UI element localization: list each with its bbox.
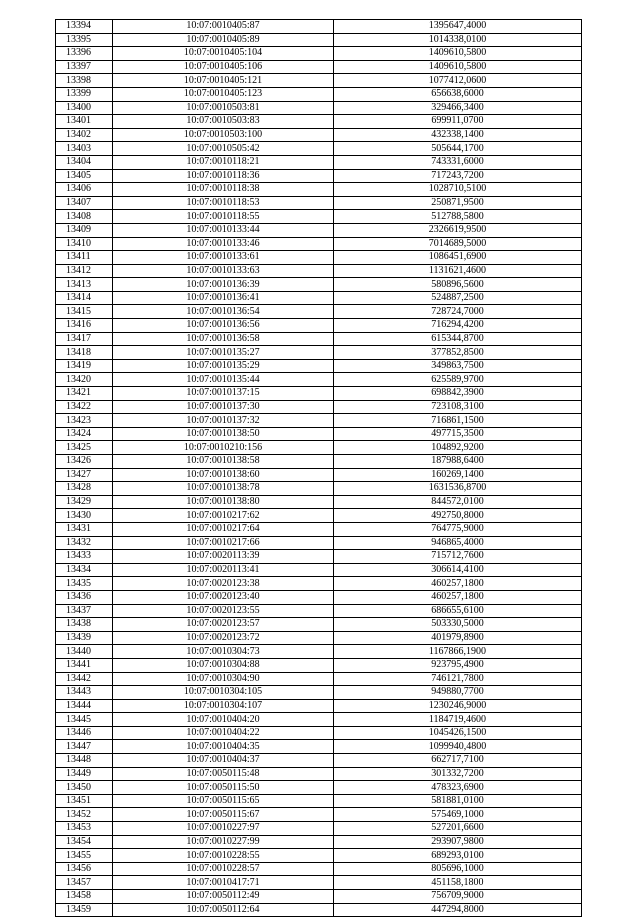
- cadastral-value-cell: 686655,6100: [334, 604, 582, 618]
- row-number-cell: 13424: [56, 427, 113, 441]
- cadastral-number-cell: 10:07:0010136:41: [113, 291, 334, 305]
- cadastral-number-cell: 10:07:0010118:38: [113, 183, 334, 197]
- row-number-cell: 13417: [56, 332, 113, 346]
- cadastral-number-cell: 10:07:0010138:58: [113, 455, 334, 469]
- table-row: [56, 509, 582, 523]
- cadastral-number-cell: 10:07:0010135:27: [113, 346, 334, 360]
- row-number-cell: 13420: [56, 373, 113, 387]
- cadastral-value-cell: 1395647,4000: [334, 20, 582, 34]
- cadastral-number-cell: 10:07:0010405:89: [113, 33, 334, 47]
- table-row: [56, 223, 582, 237]
- table-row: [56, 903, 582, 917]
- cadastral-value-cell: 293907,9800: [334, 835, 582, 849]
- cadastral-number-cell: 10:07:0010138:78: [113, 482, 334, 496]
- cadastral-value-cell: 1167866,1900: [334, 645, 582, 659]
- row-number-cell: 13418: [56, 346, 113, 360]
- row-number-cell: 13428: [56, 482, 113, 496]
- cadastral-value-cell: 301332,7200: [334, 767, 582, 781]
- cadastral-value-cell: 575469,1000: [334, 808, 582, 822]
- table-row: [56, 808, 582, 822]
- cadastral-number-cell: 10:07:0050112:64: [113, 903, 334, 917]
- row-number-cell: 13431: [56, 522, 113, 536]
- cadastral-number-cell: 10:07:0010227:97: [113, 822, 334, 836]
- row-number-cell: 13432: [56, 536, 113, 550]
- cadastral-number-cell: 10:07:0010217:64: [113, 522, 334, 536]
- table-row: [56, 890, 582, 904]
- cadastral-number-cell: 10:07:0010133:63: [113, 264, 334, 278]
- cadastral-number-cell: 10:07:0010118:21: [113, 155, 334, 169]
- row-number-cell: 13430: [56, 509, 113, 523]
- cadastral-number-cell: 10:07:0010118:55: [113, 210, 334, 224]
- cadastral-number-cell: 10:07:0010133:46: [113, 237, 334, 251]
- table-row: [56, 876, 582, 890]
- cadastral-value-cell: 250871,9500: [334, 196, 582, 210]
- cadastral-value-cell: 306614,4100: [334, 563, 582, 577]
- cadastral-value-cell: 1409610,5800: [334, 47, 582, 61]
- table-row: [56, 400, 582, 414]
- row-number-cell: 13415: [56, 305, 113, 319]
- cadastral-number-cell: 10:07:0010304:73: [113, 645, 334, 659]
- table-row: [56, 101, 582, 115]
- cadastral-number-cell: 10:07:0010118:53: [113, 196, 334, 210]
- table-body: [56, 20, 582, 917]
- row-number-cell: 13411: [56, 251, 113, 265]
- table-row: [56, 563, 582, 577]
- row-number-cell: 13407: [56, 196, 113, 210]
- cadastral-number-cell: 10:07:0010505:42: [113, 142, 334, 156]
- row-number-cell: 13454: [56, 835, 113, 849]
- table-row: [56, 87, 582, 101]
- cadastral-value-cell: 715712,7600: [334, 550, 582, 564]
- cadastral-value-cell: 7014689,5000: [334, 237, 582, 251]
- row-number-cell: 13433: [56, 550, 113, 564]
- row-number-cell: 13395: [56, 33, 113, 47]
- cadastral-number-cell: 10:07:0010138:80: [113, 495, 334, 509]
- row-number-cell: 13426: [56, 455, 113, 469]
- row-number-cell: 13444: [56, 699, 113, 713]
- table-row: [56, 767, 582, 781]
- table-row: [56, 155, 582, 169]
- cadastral-number-cell: 10:07:0010137:15: [113, 387, 334, 401]
- table-row: [56, 210, 582, 224]
- cadastral-value-cell: 580896,5600: [334, 278, 582, 292]
- cadastral-value-cell: 524887,2500: [334, 291, 582, 305]
- cadastral-number-cell: 10:07:0020123:38: [113, 577, 334, 591]
- cadastral-value-cell: 451158,1800: [334, 876, 582, 890]
- table-row: [56, 305, 582, 319]
- row-number-cell: 13456: [56, 862, 113, 876]
- cadastral-number-cell: 10:07:0020113:39: [113, 550, 334, 564]
- table-row: [56, 522, 582, 536]
- row-number-cell: 13397: [56, 60, 113, 74]
- cadastral-value-cell: 447294,8000: [334, 903, 582, 917]
- row-number-cell: 13427: [56, 468, 113, 482]
- cadastral-number-cell: 10:07:0010404:35: [113, 740, 334, 754]
- cadastral-value-cell: 615344,8700: [334, 332, 582, 346]
- cadastral-number-cell: 10:07:0010138:50: [113, 427, 334, 441]
- table-row: [56, 699, 582, 713]
- row-number-cell: 13423: [56, 414, 113, 428]
- cadastral-value-cell: 764775,9000: [334, 522, 582, 536]
- cadastral-value-cell: 1077412,0600: [334, 74, 582, 88]
- cadastral-value-cell: 689293,0100: [334, 849, 582, 863]
- cadastral-value-cell: 478323,6900: [334, 781, 582, 795]
- row-number-cell: 13458: [56, 890, 113, 904]
- cadastral-number-cell: 10:07:0010217:62: [113, 509, 334, 523]
- table-row: [56, 74, 582, 88]
- table-row: [56, 482, 582, 496]
- table-row: [56, 781, 582, 795]
- cadastral-value-cell: 698842,3900: [334, 387, 582, 401]
- cadastral-value-cell: 104892,9200: [334, 441, 582, 455]
- table-row: [56, 645, 582, 659]
- row-number-cell: 13453: [56, 822, 113, 836]
- table-row: [56, 590, 582, 604]
- cadastral-value-cell: 187988,6400: [334, 455, 582, 469]
- cadastral-number-cell: 10:07:0010217:66: [113, 536, 334, 550]
- row-number-cell: 13450: [56, 781, 113, 795]
- row-number-cell: 13448: [56, 754, 113, 768]
- cadastral-value-cell: 717243,7200: [334, 169, 582, 183]
- cadastral-value-cell: 625589,9700: [334, 373, 582, 387]
- cadastral-value-cell: 329466,3400: [334, 101, 582, 115]
- cadastral-number-cell: 10:07:0010228:55: [113, 849, 334, 863]
- row-number-cell: 13434: [56, 563, 113, 577]
- cadastral-value-cell: 505644,1700: [334, 142, 582, 156]
- table-row: [56, 550, 582, 564]
- cadastral-value-cell: 923795,4900: [334, 658, 582, 672]
- cadastral-number-cell: 10:07:0010136:58: [113, 332, 334, 346]
- table-row: [56, 849, 582, 863]
- row-number-cell: 13410: [56, 237, 113, 251]
- row-number-cell: 13437: [56, 604, 113, 618]
- cadastral-number-cell: 10:07:0010133:61: [113, 251, 334, 265]
- cadastral-value-cell: 1230246,9000: [334, 699, 582, 713]
- table-row: [56, 862, 582, 876]
- table-row: [56, 754, 582, 768]
- table-row: [56, 713, 582, 727]
- row-number-cell: 13440: [56, 645, 113, 659]
- cadastral-value-cell: 723108,3100: [334, 400, 582, 414]
- cadastral-number-cell: 10:07:0010136:39: [113, 278, 334, 292]
- row-number-cell: 13445: [56, 713, 113, 727]
- table-row: [56, 387, 582, 401]
- table-row: [56, 20, 582, 34]
- cadastral-number-cell: 10:07:0010118:36: [113, 169, 334, 183]
- cadastral-number-cell: 10:07:0010136:56: [113, 319, 334, 333]
- table-row: [56, 251, 582, 265]
- cadastral-value-cell: 1184719,4600: [334, 713, 582, 727]
- row-number-cell: 13413: [56, 278, 113, 292]
- cadastral-number-cell: 10:07:0050115:65: [113, 794, 334, 808]
- table-row: [56, 60, 582, 74]
- table-row: [56, 196, 582, 210]
- cadastral-value-cell: 662717,7100: [334, 754, 582, 768]
- table-row: [56, 835, 582, 849]
- cadastral-value-cell: 1028710,5100: [334, 183, 582, 197]
- row-number-cell: 13416: [56, 319, 113, 333]
- cadastral-value-table: [55, 19, 582, 917]
- row-number-cell: 13435: [56, 577, 113, 591]
- cadastral-value-cell: 1409610,5800: [334, 60, 582, 74]
- row-number-cell: 13438: [56, 618, 113, 632]
- cadastral-value-cell: 1631536,8700: [334, 482, 582, 496]
- cadastral-number-cell: 10:07:0010304:88: [113, 658, 334, 672]
- table-row: [56, 359, 582, 373]
- cadastral-number-cell: 10:07:0010135:29: [113, 359, 334, 373]
- row-number-cell: 13449: [56, 767, 113, 781]
- table-row: [56, 822, 582, 836]
- cadastral-number-cell: 10:07:0010404:37: [113, 754, 334, 768]
- row-number-cell: 13422: [56, 400, 113, 414]
- cadastral-number-cell: 10:07:0050112:49: [113, 890, 334, 904]
- table-row: [56, 658, 582, 672]
- row-number-cell: 13398: [56, 74, 113, 88]
- cadastral-value-cell: 1131621,4600: [334, 264, 582, 278]
- table-row: [56, 264, 582, 278]
- cadastral-number-cell: 10:07:0010503:83: [113, 115, 334, 129]
- cadastral-number-cell: 10:07:0010503:81: [113, 101, 334, 115]
- table-row: [56, 128, 582, 142]
- table-row: [56, 115, 582, 129]
- row-number-cell: 13429: [56, 495, 113, 509]
- table-row: [56, 577, 582, 591]
- row-number-cell: 13419: [56, 359, 113, 373]
- table-row: [56, 142, 582, 156]
- table-row: [56, 278, 582, 292]
- cadastral-number-cell: 10:07:0010405:121: [113, 74, 334, 88]
- row-number-cell: 13457: [56, 876, 113, 890]
- cadastral-number-cell: 10:07:0010405:87: [113, 20, 334, 34]
- table-row: [56, 332, 582, 346]
- row-number-cell: 13402: [56, 128, 113, 142]
- table-row: [56, 441, 582, 455]
- row-number-cell: 13442: [56, 672, 113, 686]
- cadastral-value-cell: 497715,3500: [334, 427, 582, 441]
- row-number-cell: 13401: [56, 115, 113, 129]
- row-number-cell: 13405: [56, 169, 113, 183]
- cadastral-number-cell: 10:07:0020123:72: [113, 631, 334, 645]
- row-number-cell: 13425: [56, 441, 113, 455]
- cadastral-value-cell: 743331,6000: [334, 155, 582, 169]
- table-row: [56, 794, 582, 808]
- table-row: [56, 536, 582, 550]
- cadastral-number-cell: 10:07:0010227:99: [113, 835, 334, 849]
- cadastral-number-cell: 10:07:0010136:54: [113, 305, 334, 319]
- cadastral-number-cell: 10:07:0050115:50: [113, 781, 334, 795]
- row-number-cell: 13396: [56, 47, 113, 61]
- row-number-cell: 13421: [56, 387, 113, 401]
- row-number-cell: 13447: [56, 740, 113, 754]
- cadastral-number-cell: 10:07:0020113:41: [113, 563, 334, 577]
- row-number-cell: 13399: [56, 87, 113, 101]
- row-number-cell: 13441: [56, 658, 113, 672]
- row-number-cell: 13443: [56, 686, 113, 700]
- cadastral-value-cell: 460257,1800: [334, 590, 582, 604]
- cadastral-value-cell: 160269,1400: [334, 468, 582, 482]
- table-row: [56, 47, 582, 61]
- cadastral-value-cell: 1086451,6900: [334, 251, 582, 265]
- cadastral-value-cell: 756709,9000: [334, 890, 582, 904]
- row-number-cell: 13403: [56, 142, 113, 156]
- cadastral-number-cell: 10:07:0010304:105: [113, 686, 334, 700]
- cadastral-value-cell: 728724,7000: [334, 305, 582, 319]
- table-row: [56, 319, 582, 333]
- row-number-cell: 13394: [56, 20, 113, 34]
- row-number-cell: 13412: [56, 264, 113, 278]
- cadastral-number-cell: 10:07:0050115:48: [113, 767, 334, 781]
- cadastral-number-cell: 10:07:0020123:55: [113, 604, 334, 618]
- row-number-cell: 13451: [56, 794, 113, 808]
- row-number-cell: 13452: [56, 808, 113, 822]
- row-number-cell: 13409: [56, 223, 113, 237]
- cadastral-number-cell: 10:07:0010138:60: [113, 468, 334, 482]
- row-number-cell: 13446: [56, 726, 113, 740]
- cadastral-number-cell: 10:07:0020123:40: [113, 590, 334, 604]
- cadastral-number-cell: 10:07:0010404:22: [113, 726, 334, 740]
- cadastral-number-cell: 10:07:0010133:44: [113, 223, 334, 237]
- cadastral-value-cell: 699911,0700: [334, 115, 582, 129]
- table-row: [56, 346, 582, 360]
- row-number-cell: 13404: [56, 155, 113, 169]
- table-row: [56, 468, 582, 482]
- table-row: [56, 169, 582, 183]
- cadastral-value-cell: 805696,1000: [334, 862, 582, 876]
- cadastral-value-cell: 716861,1500: [334, 414, 582, 428]
- cadastral-number-cell: 10:07:0010503:100: [113, 128, 334, 142]
- cadastral-number-cell: 10:07:0010304:107: [113, 699, 334, 713]
- cadastral-value-cell: 377852,8500: [334, 346, 582, 360]
- cadastral-value-cell: 949880,7700: [334, 686, 582, 700]
- cadastral-value-cell: 581881,0100: [334, 794, 582, 808]
- table-row: [56, 237, 582, 251]
- cadastral-number-cell: 10:07:0010228:57: [113, 862, 334, 876]
- cadastral-value-cell: 349863,7500: [334, 359, 582, 373]
- cadastral-value-cell: 656638,6000: [334, 87, 582, 101]
- cadastral-value-cell: 527201,6600: [334, 822, 582, 836]
- table-row: [56, 740, 582, 754]
- cadastral-number-cell: 10:07:0010405:104: [113, 47, 334, 61]
- table-row: [56, 455, 582, 469]
- row-number-cell: 13400: [56, 101, 113, 115]
- cadastral-value-cell: 432338,1400: [334, 128, 582, 142]
- table-row: [56, 686, 582, 700]
- table-row: [56, 427, 582, 441]
- table-row: [56, 618, 582, 632]
- table-row: [56, 726, 582, 740]
- cadastral-number-cell: 10:07:0050115:67: [113, 808, 334, 822]
- cadastral-number-cell: 10:07:0010404:20: [113, 713, 334, 727]
- row-number-cell: 13406: [56, 183, 113, 197]
- cadastral-number-cell: 10:07:0010417:71: [113, 876, 334, 890]
- row-number-cell: 13414: [56, 291, 113, 305]
- table-row: [56, 183, 582, 197]
- cadastral-number-cell: 10:07:0010304:90: [113, 672, 334, 686]
- table-row: [56, 495, 582, 509]
- table-row: [56, 414, 582, 428]
- table-row: [56, 33, 582, 47]
- cadastral-value-cell: 844572,0100: [334, 495, 582, 509]
- cadastral-number-cell: 10:07:0010137:30: [113, 400, 334, 414]
- row-number-cell: 13436: [56, 590, 113, 604]
- row-number-cell: 13439: [56, 631, 113, 645]
- cadastral-value-cell: 1045426,1500: [334, 726, 582, 740]
- cadastral-value-cell: 946865,4000: [334, 536, 582, 550]
- cadastral-number-cell: 10:07:0010405:123: [113, 87, 334, 101]
- cadastral-value-cell: 2326619,9500: [334, 223, 582, 237]
- cadastral-value-cell: 1099940,4800: [334, 740, 582, 754]
- table-row: [56, 672, 582, 686]
- cadastral-value-cell: 460257,1800: [334, 577, 582, 591]
- cadastral-number-cell: 10:07:0010210:156: [113, 441, 334, 455]
- row-number-cell: 13408: [56, 210, 113, 224]
- cadastral-number-cell: 10:07:0020123:57: [113, 618, 334, 632]
- cadastral-value-cell: 512788,5800: [334, 210, 582, 224]
- cadastral-value-cell: 503330,5000: [334, 618, 582, 632]
- row-number-cell: 13459: [56, 903, 113, 917]
- cadastral-value-cell: 1014338,0100: [334, 33, 582, 47]
- cadastral-number-cell: 10:07:0010405:106: [113, 60, 334, 74]
- table-row: [56, 291, 582, 305]
- cadastral-value-cell: 492750,8000: [334, 509, 582, 523]
- row-number-cell: 13455: [56, 849, 113, 863]
- cadastral-value-cell: 401979,8900: [334, 631, 582, 645]
- table-row: [56, 604, 582, 618]
- cadastral-value-cell: 746121,7800: [334, 672, 582, 686]
- table-row: [56, 631, 582, 645]
- table-row: [56, 373, 582, 387]
- cadastral-number-cell: 10:07:0010137:32: [113, 414, 334, 428]
- cadastral-number-cell: 10:07:0010135:44: [113, 373, 334, 387]
- cadastral-value-cell: 716294,4200: [334, 319, 582, 333]
